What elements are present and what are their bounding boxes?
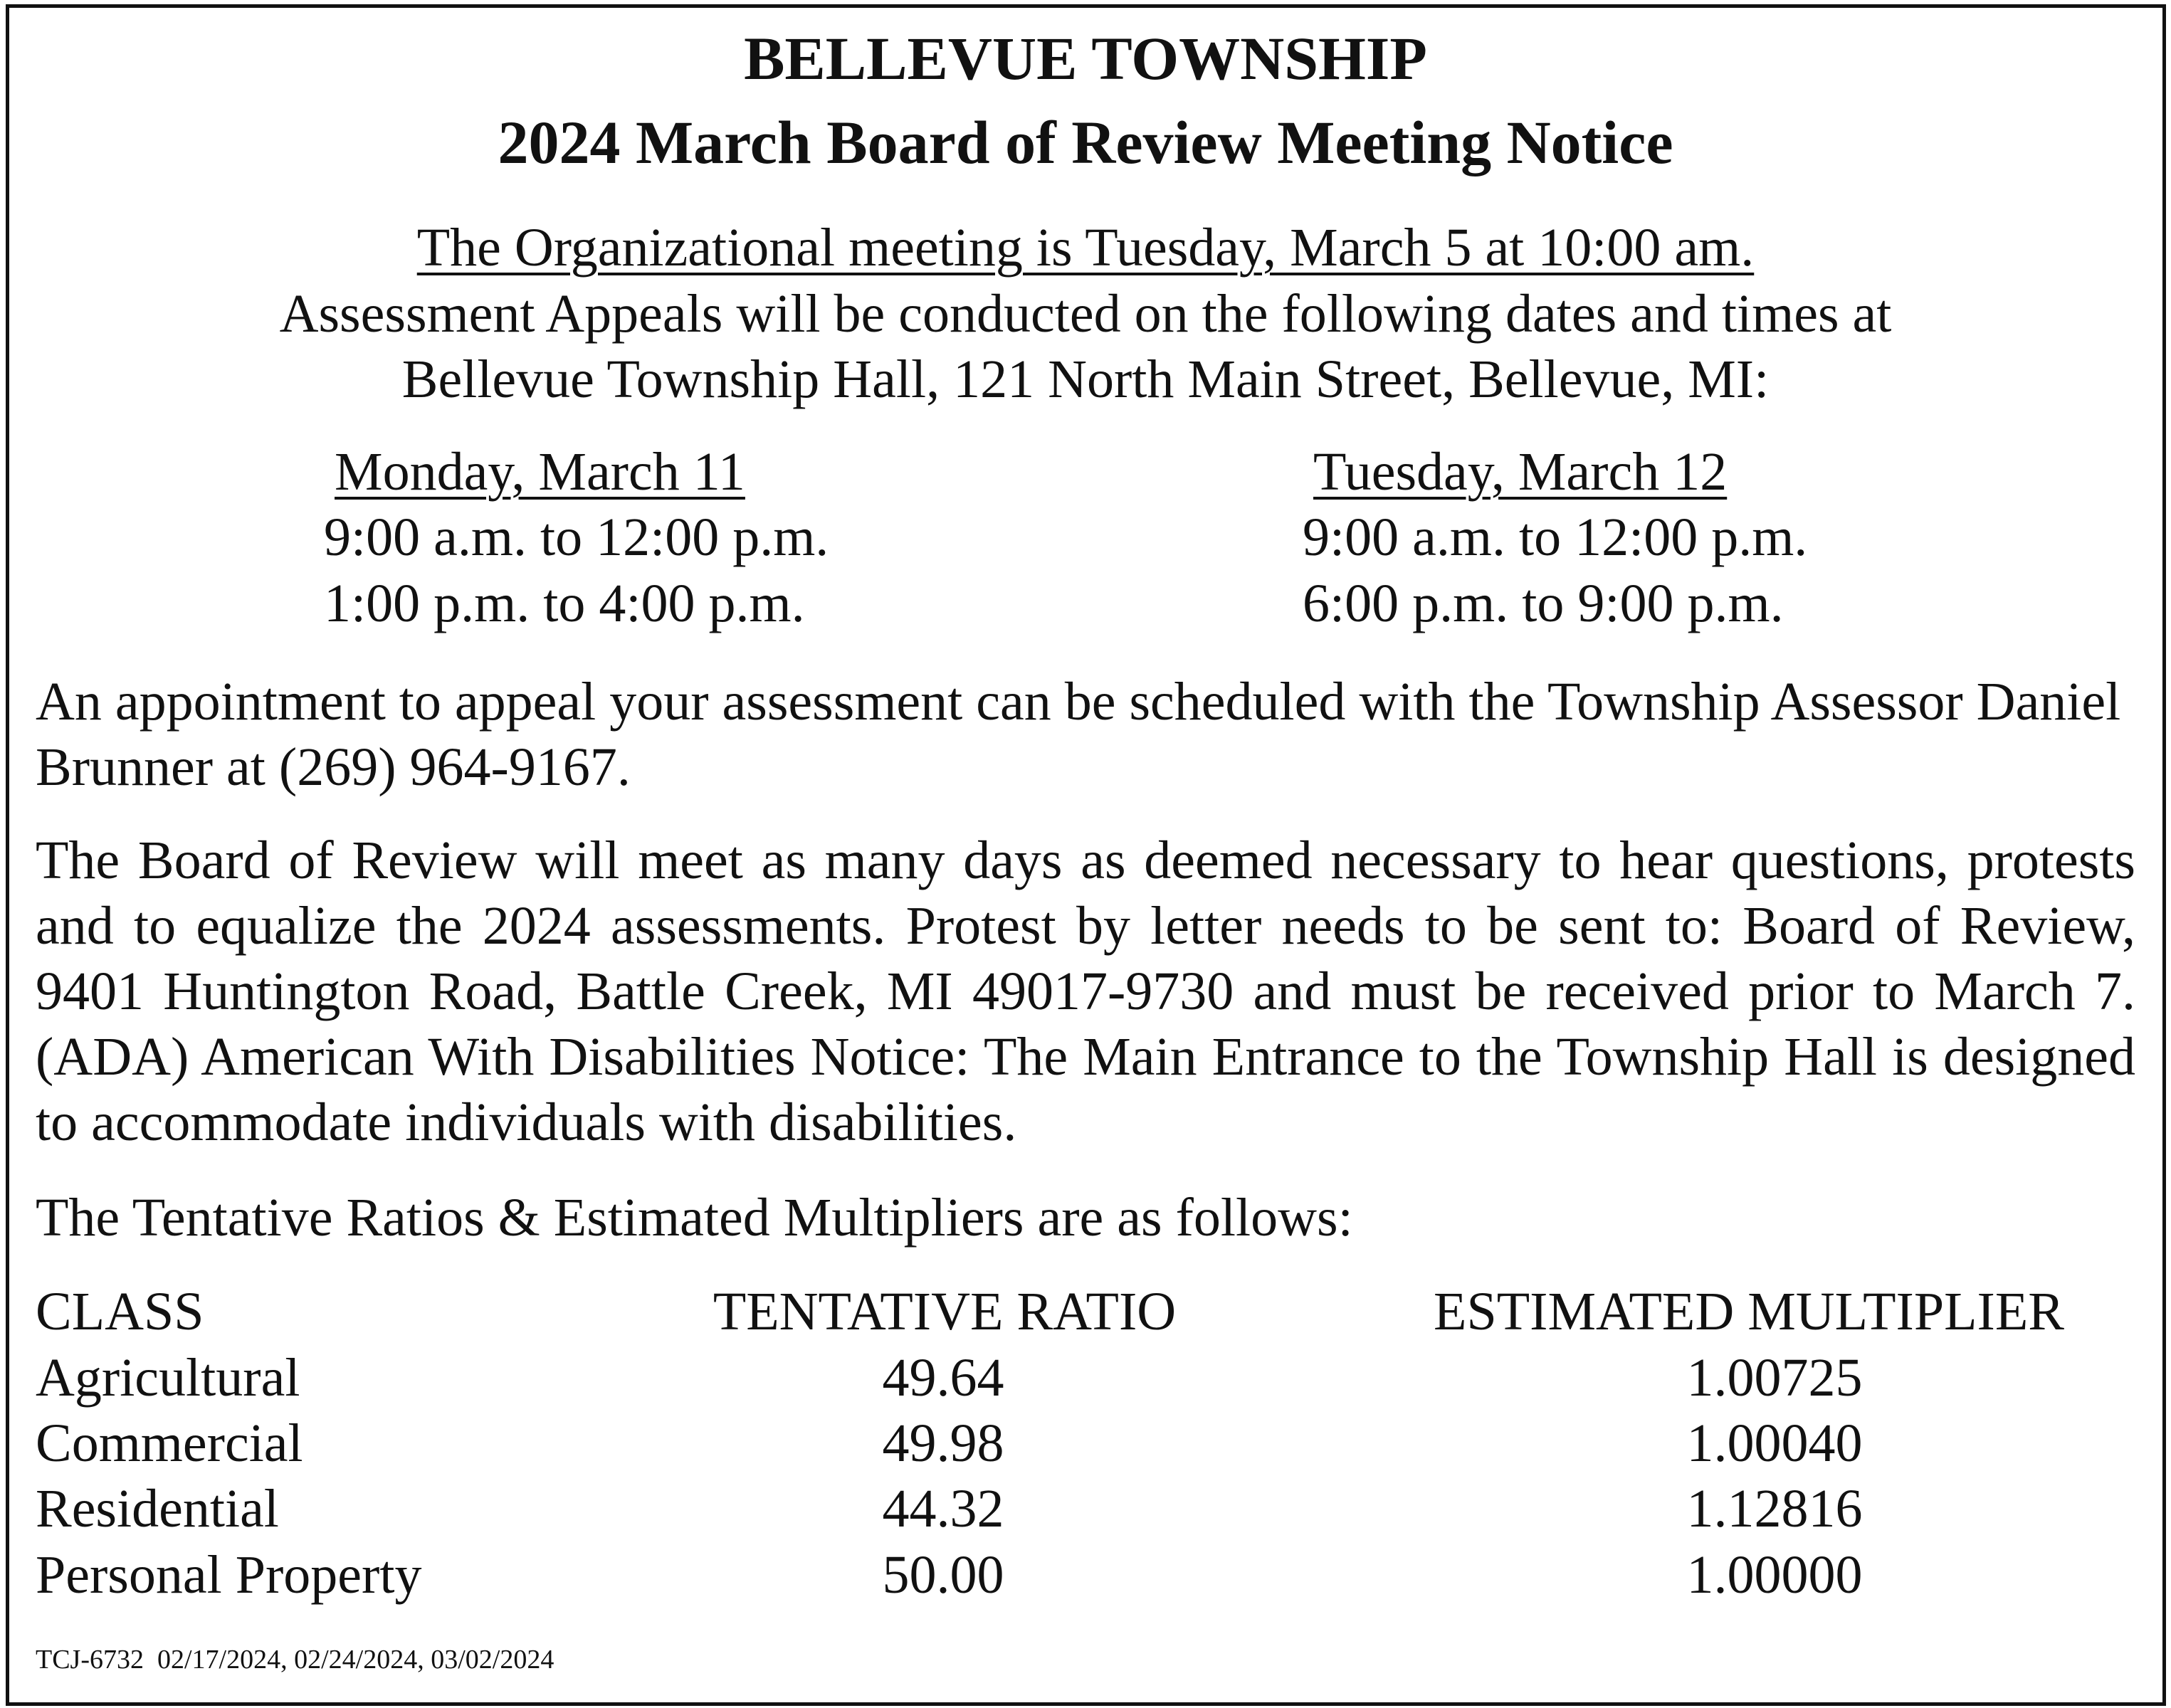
table-row-multiplier: 1.12816: [1686, 1479, 1863, 1539]
appointment-paragraph: An appointment to appeal your assessment can be scheduled with the Township Assessor Daniel Brunner at (269) 964-9167.: [36, 672, 2121, 797]
schedule-day-tuesday: Tuesday, March 12: [1313, 442, 1728, 502]
board-of-review-paragraph: The Board of Review will meet as many days as deemed necessary to hear questions, protests and to equalize the 2024 assessments. Protest by letter needs to be sent to: Board of Review, 9401 Huntington Road, Battle Creek, MI 49017-9730 and must be received prior to March 7. (ADA) American With Disabilities Notice: The Main Entrance to the Township Hall is designed to accommodate individuals with disabilities.: [36, 831, 2135, 1152]
table-header-ratio: TENTATIVE RATIO: [713, 1282, 1177, 1341]
schedule-monday-time-1: 9:00 a.m. to 12:00 p.m.: [324, 507, 829, 567]
schedule-tuesday-time-2: 6:00 p.m. to 9:00 p.m.: [1303, 574, 1784, 633]
table-row-multiplier: 1.00040: [1686, 1413, 1863, 1473]
organizational-meeting-text: The Organizational meeting is Tuesday, March 5 at 10:00 am.: [416, 218, 1755, 278]
notice-title: BELLEVUE TOWNSHIP: [744, 24, 1427, 93]
table-row-multiplier: 1.00725: [1686, 1348, 1863, 1408]
table-row-class: Commercial: [36, 1413, 303, 1473]
table-row-class: Agricultural: [36, 1348, 300, 1408]
table-header-multiplier: ESTIMATED MULTIPLIER: [1434, 1282, 2064, 1341]
organizational-meeting-line: [0, 217, 2171, 279]
table-row-ratio: 50.00: [882, 1545, 1004, 1605]
table-row-class: Residential: [36, 1479, 279, 1539]
schedule-tuesday-time-1: 9:00 a.m. to 12:00 p.m.: [1303, 507, 1808, 567]
ratios-intro: The Tentative Ratios & Estimated Multipliers are as follows:: [36, 1188, 1353, 1248]
schedule-monday-time-2: 1:00 p.m. to 4:00 p.m.: [324, 574, 805, 633]
appeals-line-2: Bellevue Township Hall, 121 North Main Street, Bellevue, MI:: [401, 349, 1770, 409]
table-row-ratio: 44.32: [882, 1479, 1004, 1539]
table-header-class: CLASS: [36, 1282, 204, 1341]
appeals-line-1: Assessment Appeals will be conducted on the following dates and times at: [279, 284, 1892, 344]
notice-subtitle: 2024 March Board of Review Meeting Notice: [498, 108, 1673, 176]
table-row-class: Personal Property: [36, 1545, 422, 1605]
publication-footer: TCJ-6732 02/17/2024, 02/24/2024, 03/02/2024: [36, 1645, 554, 1675]
table-row-ratio: 49.64: [882, 1348, 1004, 1408]
table-row-multiplier: 1.00000: [1686, 1545, 1863, 1605]
schedule-day-monday: Monday, March 11: [335, 442, 745, 502]
table-row-ratio: 49.98: [882, 1413, 1004, 1473]
